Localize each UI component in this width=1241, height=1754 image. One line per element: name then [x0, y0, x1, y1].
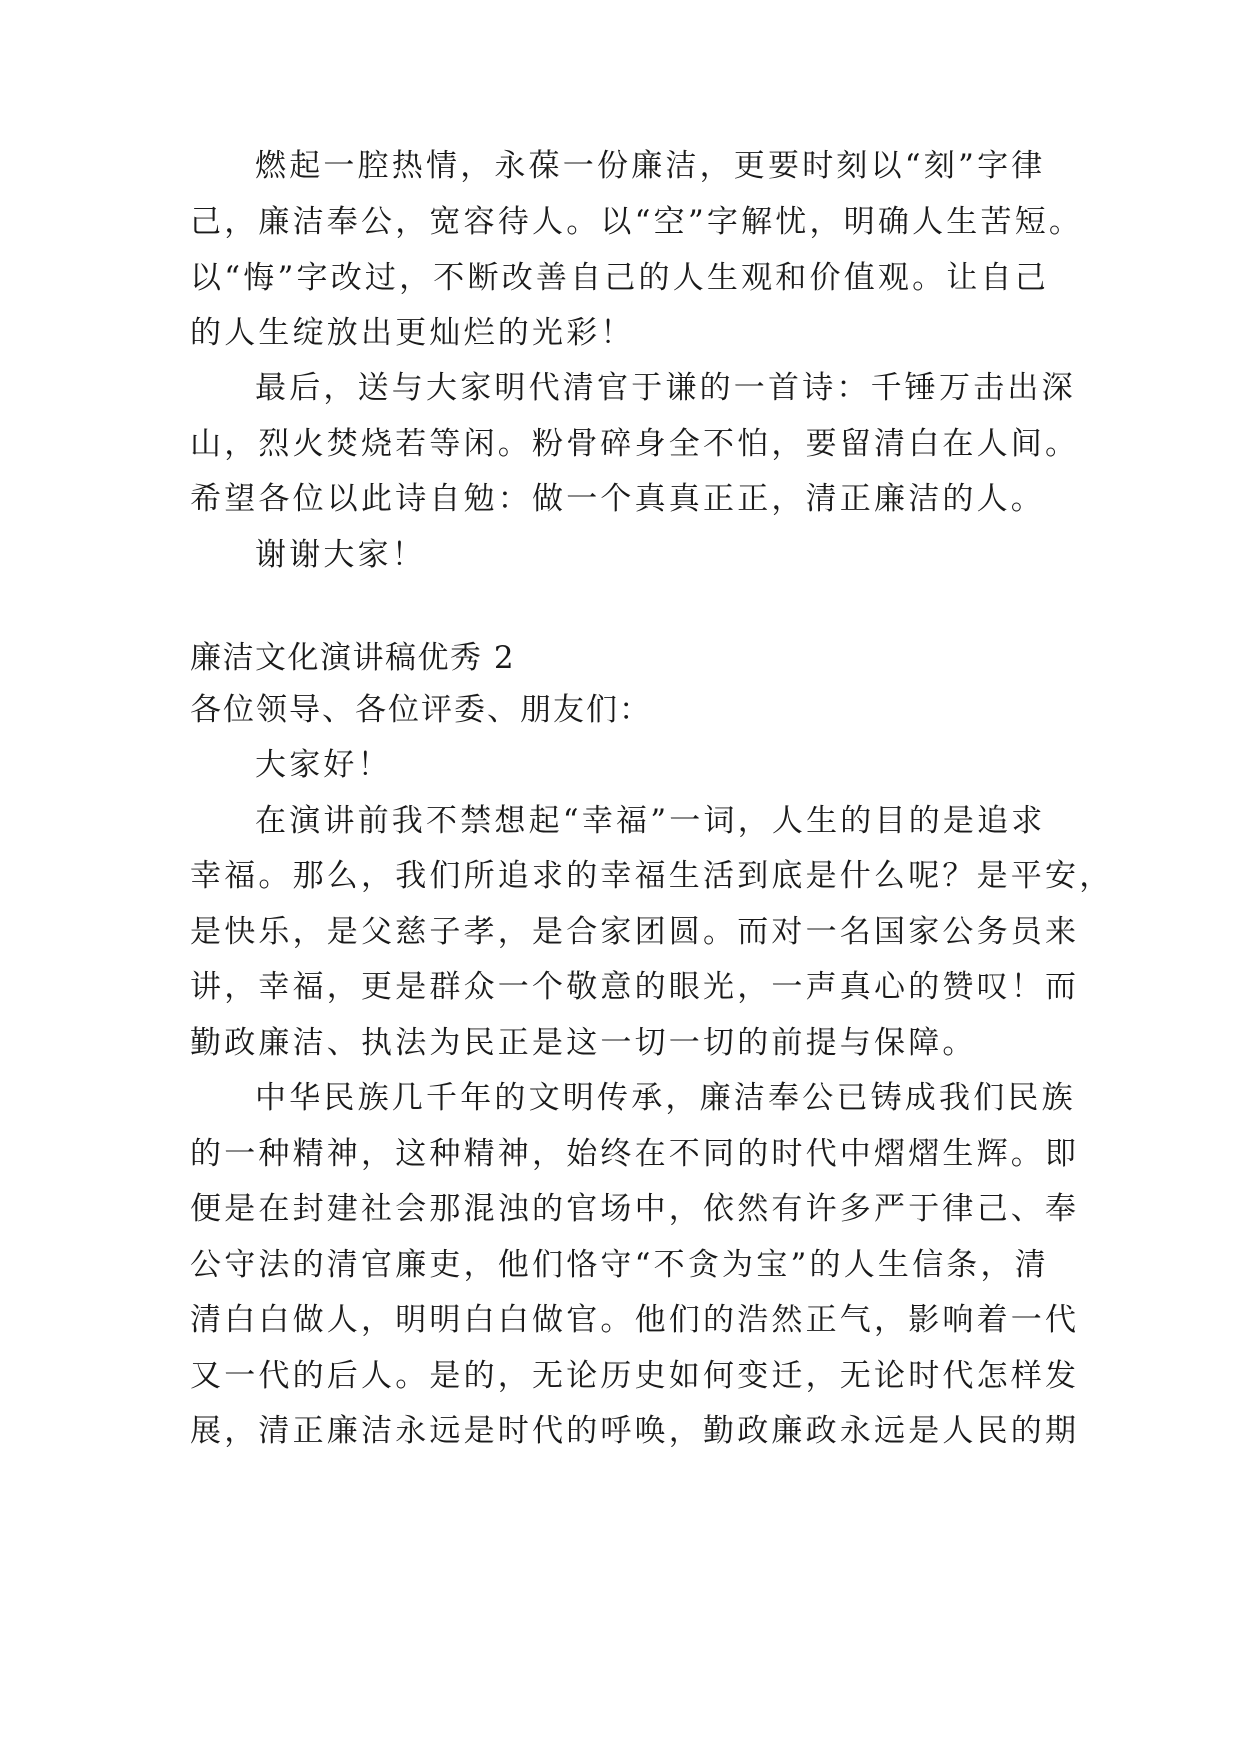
paragraph-line: 展，清正廉洁永远是时代的呼唤，勤政廉政永远是人民的期	[190, 1413, 1080, 1449]
greeting: 大家好！	[255, 747, 392, 783]
paragraph-line: 最后，送与大家明代清官于谦的一首诗：千锤万击出深	[255, 370, 1076, 406]
paragraph-line: 以“悔”字改过，不断改善自己的人生观和价值观。让自己	[190, 260, 1049, 296]
paragraph-line: 山，烈火焚烧若等闲。粉骨碎身全不怕，要留清白在人间。	[190, 426, 1080, 462]
paragraph-line: 是快乐，是父慈子孝，是合家团圆。而对一名国家公务员来	[190, 914, 1080, 950]
paragraph-line: 公守法的清官廉吏，他们恪守“不贪为宝”的人生信条，清	[190, 1247, 1049, 1283]
paragraph-line: 又一代的后人。是的，无论历史如何变迁，无论时代怎样发	[190, 1358, 1080, 1394]
salutation: 各位领导、各位评委、朋友们：	[190, 692, 652, 728]
closing-thanks: 谢谢大家！	[255, 537, 426, 573]
paragraph-line: 勤政廉洁、执法为民正是这一切一切的前提与保障。	[190, 1025, 977, 1061]
paragraph-line: 讲，幸福，更是群众一个敬意的眼光，一声真心的赞叹！而	[190, 969, 1080, 1005]
paragraph-line: 幸福。那么，我们所追求的幸福生活到底是什么呢？是平安，	[190, 858, 1114, 894]
paragraph-line: 便是在封建社会那混浊的官场中，依然有许多严于律己、奉	[190, 1191, 1080, 1227]
paragraph-line: 燃起一腔热情，永葆一份廉洁，更要时刻以“刻”字律	[255, 148, 1046, 184]
paragraph-line: 在演讲前我不禁想起“幸福”一词，人生的目的是追求	[255, 803, 1046, 839]
paragraph-line: 的一种精神，这种精神，始终在不同的时代中熠熠生辉。即	[190, 1136, 1080, 1172]
paragraph-line: 中华民族几千年的文明传承，廉洁奉公已铸成我们民族	[255, 1080, 1076, 1116]
paragraph-line: 的人生绽放出更灿烂的光彩！	[190, 315, 635, 351]
paragraph-line: 希望各位以此诗自勉：做一个真真正正，清正廉洁的人。	[190, 481, 1045, 517]
paragraph-line: 己，廉洁奉公，宽容待人。以“空”字解忧，明确人生苦短。	[190, 204, 1084, 240]
paragraph-line: 清白白做人，明明白白做官。他们的浩然正气，影响着一代	[190, 1302, 1080, 1338]
section-title: 廉洁文化演讲稿优秀 2	[190, 640, 516, 676]
